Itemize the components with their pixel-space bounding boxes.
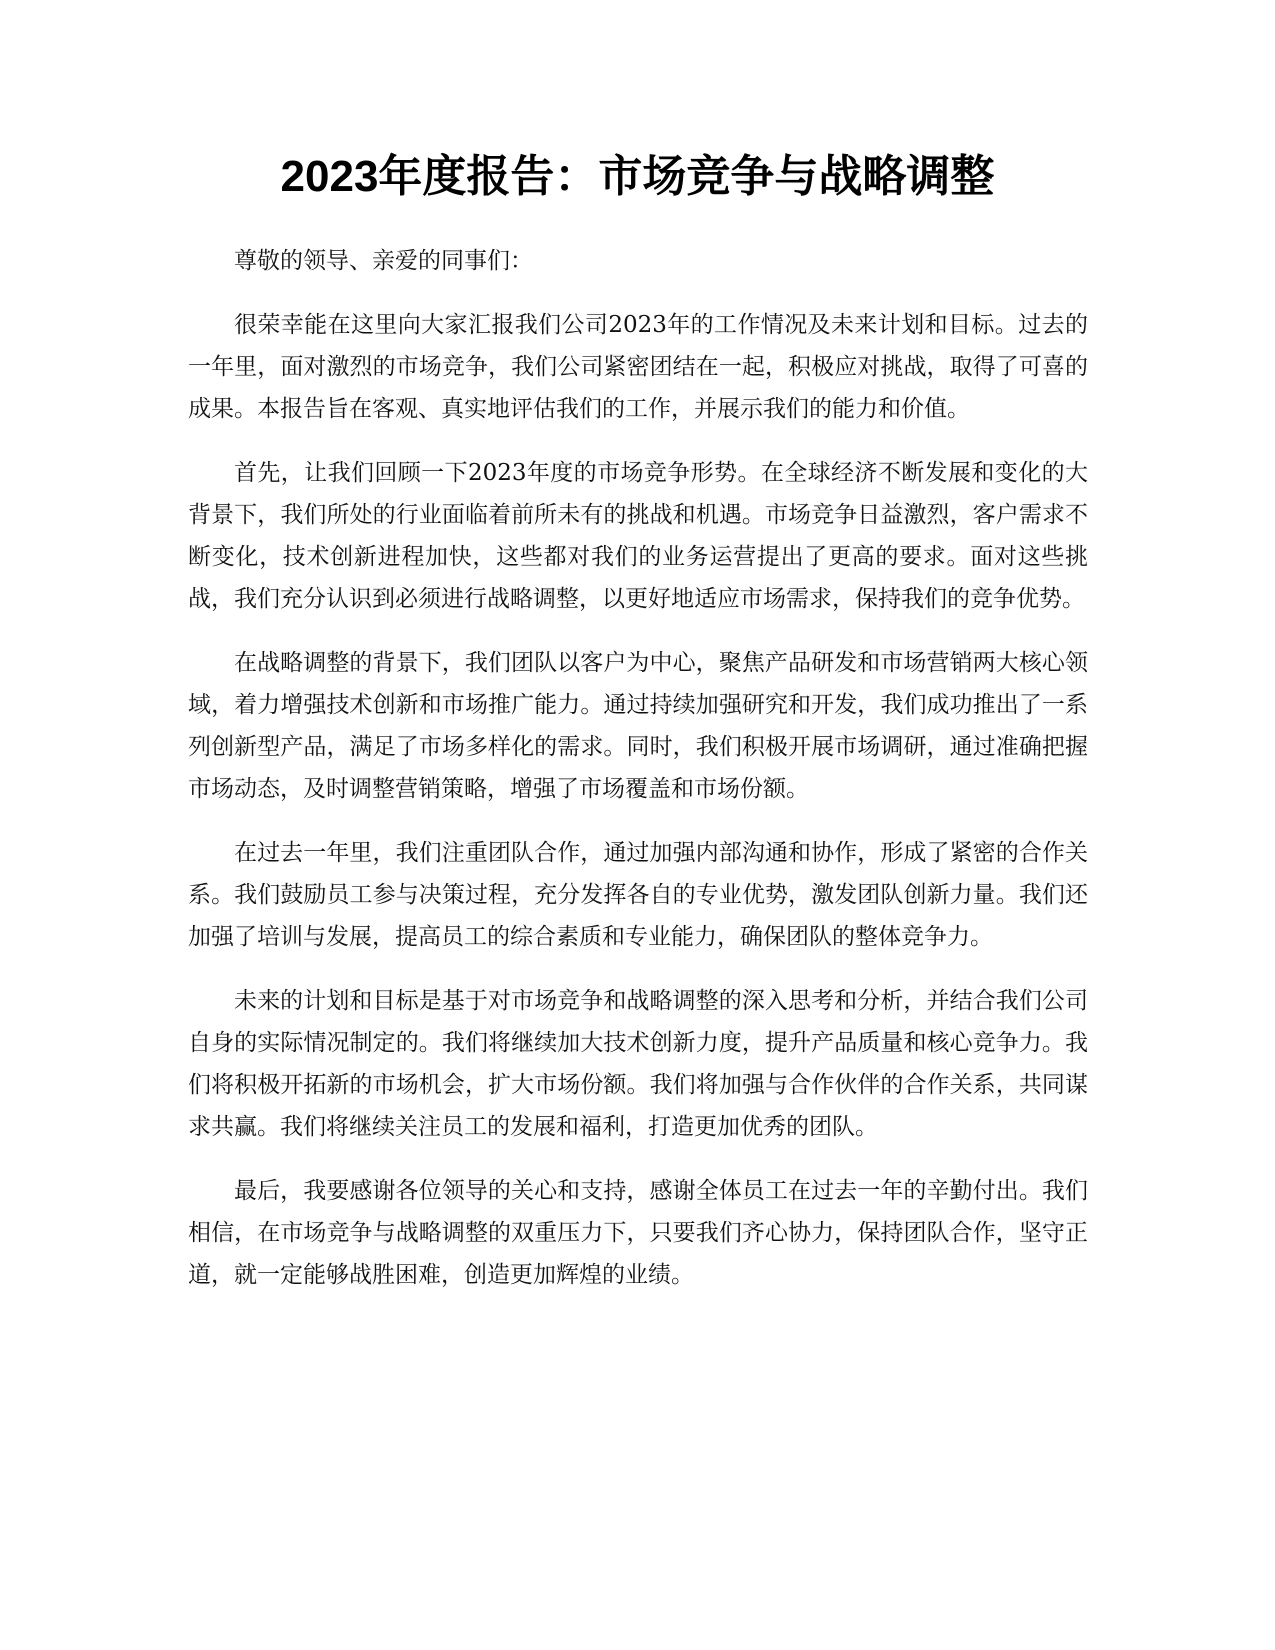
paragraph-market-situation: 首先，让我们回顾一下2023年度的市场竞争形势。在全球经济不断发展和变化的大背景下，我们所处的行业面临着前所未有的挑战和机遇。市场竞争日益激烈，客户需求不断变化，技术创新进程加快，这些都对我们的业务运营提出了更高的要求。面对这些挑战，我们充分认识到必须进行战略调整，以更好地适应市场需求，保持我们的竞争优势。	[188, 460, 1088, 612]
document-title: 2023年度报告：市场竞争与战略调整	[280, 152, 995, 201]
salutation: 尊敬的领导、亲爱的同事们：	[234, 248, 533, 274]
paragraph-future-plans: 未来的计划和目标是基于对市场竞争和战略调整的深入思考和分析，并结合我们公司自身的实际情况制定的。我们将继续加大技术创新力度，提升产品质量和核心竞争力。我们将积极开拓新的市场机会，扩大市场份额。我们将加强与合作伙伴的合作关系，共同谋求共赢。我们将继续关注员工的发展和福利，打造更加优秀的团队。	[188, 988, 1088, 1140]
paragraph-intro: 很荣幸能在这里向大家汇报我们公司2023年的工作情况及未来计划和目标。过去的一年里，面对激烈的市场竞争，我们公司紧密团结在一起，积极应对挑战，取得了可喜的成果。本报告旨在客观、真实地评估我们的工作，并展示我们的能力和价值。	[188, 312, 1088, 422]
paragraph-strategy: 在战略调整的背景下，我们团队以客户为中心，聚焦产品研发和市场营销两大核心领域，着力增强技术创新和市场推广能力。通过持续加强研究和开发，我们成功推出了一系列创新型产品，满足了市场多样化的需求。同时，我们积极开展市场调研，通过准确把握市场动态，及时调整营销策略，增强了市场覆盖和市场份额。	[188, 650, 1088, 802]
paragraph-teamwork: 在过去一年里，我们注重团队合作，通过加强内部沟通和协作，形成了紧密的合作关系。我们鼓励员工参与决策过程，充分发挥各自的专业优势，激发团队创新力量。我们还加强了培训与发展，提高员工的综合素质和专业能力，确保团队的整体竞争力。	[188, 840, 1088, 950]
document-body	[188, 240, 1088, 1318]
paragraph-closing: 最后，我要感谢各位领导的关心和支持，感谢全体员工在过去一年的辛勤付出。我们相信，在市场竞争与战略调整的双重压力下，只要我们齐心协力，保持团队合作，坚守正道，就一定能够战胜困难，创造更加辉煌的业绩。	[188, 1178, 1088, 1288]
